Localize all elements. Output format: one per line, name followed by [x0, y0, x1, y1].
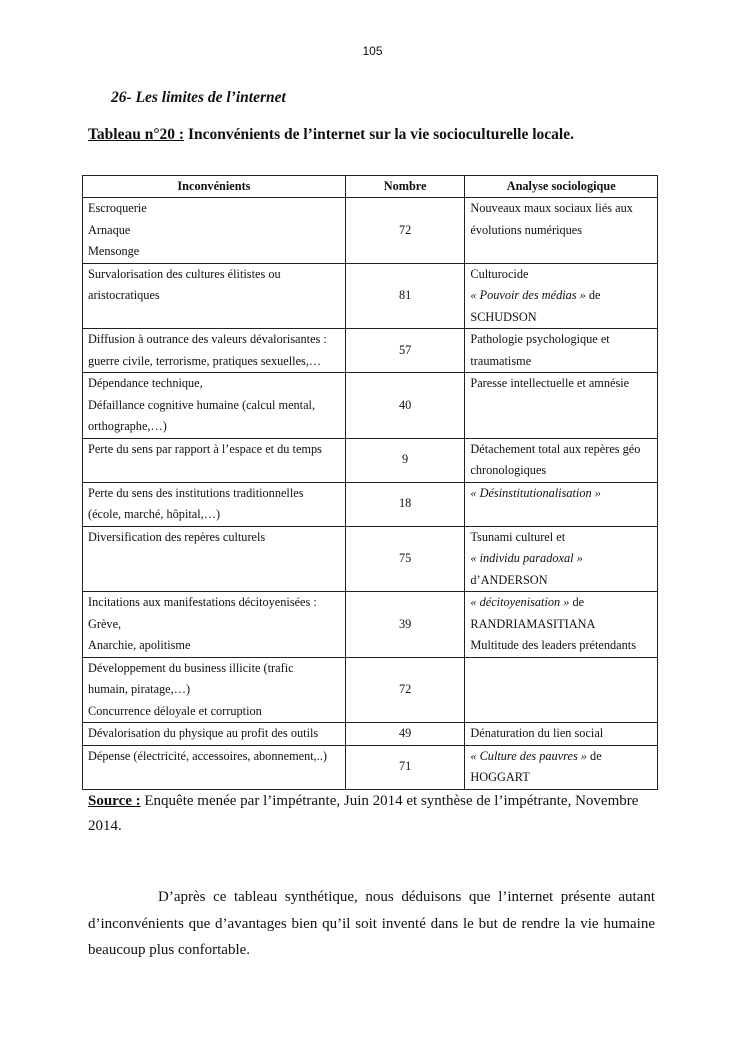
analyse-line [470, 548, 652, 570]
table-row [83, 438, 658, 482]
cell-nombre: 71 [345, 745, 465, 789]
cell-nombre: 72 [345, 657, 465, 723]
cell-inconvenients [83, 482, 346, 526]
analyse-line [470, 767, 652, 789]
analyse-line [470, 264, 652, 286]
cell-nombre: 81 [345, 263, 465, 329]
table-row [83, 723, 658, 746]
cell-inconvenients [83, 745, 346, 789]
cell-analyse [465, 198, 658, 264]
table-row [83, 263, 658, 329]
table-row [83, 373, 658, 439]
analyse-line [470, 373, 652, 395]
header-analyse: Analyse sociologique [465, 176, 658, 198]
cell-analyse [465, 657, 658, 723]
analyse-line [470, 285, 652, 307]
inconvenient-line: (école, marché, hôpital,…) [88, 507, 221, 521]
analyse-text: Culturocide [470, 266, 529, 281]
table-row [83, 482, 658, 526]
cell-nombre: 72 [345, 198, 465, 264]
source-note [88, 789, 658, 839]
analyse-text: Paresse intellectuelle et amnésie [470, 376, 630, 390]
inconvenient-line: Arnaque [88, 222, 131, 237]
table-row [83, 657, 658, 723]
cell-inconvenients [83, 263, 346, 329]
analyse-text: Multitude des leaders prétendants [470, 638, 636, 652]
inconvenient-line: Diversification des repères culturels [88, 529, 266, 544]
table-body [83, 198, 658, 790]
analyse-line [470, 483, 652, 505]
inconvenient-line: humain, piratage,…) [88, 682, 191, 696]
inconvenient-line: Défaillance cognitive humaine (calcul mental, [88, 397, 316, 412]
analyse-text: d’ANDERSON [470, 572, 548, 587]
analyse-line [470, 570, 652, 592]
cell-nombre: 40 [345, 373, 465, 439]
analyse-text: de [569, 595, 585, 609]
analyse-line [470, 592, 652, 614]
analyse-line [470, 746, 652, 768]
header-nombre: Nombre [345, 176, 465, 198]
inconvenient-line: Escroquerie [88, 201, 147, 215]
source-text: Enquête menée par l’impétrante, Juin 2014 et synthèse de l’impétrante, Novembre 2014. [88, 793, 639, 834]
table-caption [88, 126, 574, 144]
analyse-line [470, 351, 652, 373]
cell-analyse [465, 592, 658, 658]
inconvenient-line: Survalorisation des cultures élitistes ou [88, 266, 281, 281]
analyse-line [470, 329, 652, 351]
section-heading: 26- Les limites de l’internet [111, 89, 286, 106]
analyse-text: « Désinstitutionalisation » [470, 485, 601, 500]
inconvenient-line: Perte du sens des institutions traditionnelles [88, 485, 304, 500]
table-row [83, 198, 658, 264]
table-row [83, 745, 658, 789]
analyse-text: de [586, 748, 602, 763]
analyse-line [470, 439, 652, 461]
analyse-text: Tsunami culturel et [470, 529, 566, 544]
cell-nombre: 57 [345, 329, 465, 373]
cell-analyse [465, 329, 658, 373]
analyse-text: Nouveaux maux sociaux liés aux [470, 201, 633, 215]
analyse-text: Dénaturation du lien social [470, 726, 604, 740]
analyse-text: HOGGART [470, 770, 530, 784]
inconvenient-line: aristocratiques [88, 288, 160, 302]
analyse-line [470, 198, 652, 220]
cell-inconvenients [83, 373, 346, 439]
inconvenient-line: Dévalorisation du physique au profit des outils [88, 726, 319, 740]
cell-nombre: 75 [345, 526, 465, 592]
inconvenients-table [82, 175, 658, 790]
table-row [83, 329, 658, 373]
cell-nombre: 9 [345, 438, 465, 482]
cell-analyse [465, 745, 658, 789]
analyse-text: « décitoyenisation » [470, 595, 570, 609]
body-paragraph: D’après ce tableau synthétique, nous déduisons que l’internet présente autant d’inconvénients que d’avantages bien qu’il soit inventé dans le but de rendre la vie humaine beaucoup plus confortable. [88, 889, 655, 958]
inconvenient-line: Anarchie, apolitisme [88, 638, 191, 652]
analyse-text: Détachement total aux repères géo [470, 441, 641, 456]
header-inconvenients: Inconvénients [83, 176, 346, 198]
table-caption-lead: Tableau n°20 : [88, 126, 185, 143]
inconvenient-line: Incitations aux manifestations décitoyenisées : [88, 595, 317, 609]
analyse-text: « individu paradoxal » [470, 551, 583, 565]
analyse-text: SCHUDSON [470, 309, 537, 324]
table-header-row [83, 176, 658, 198]
analyse-line [470, 460, 652, 482]
cell-inconvenients [83, 592, 346, 658]
table-row [83, 592, 658, 658]
source-lead: Source : [88, 793, 141, 809]
inconvenient-line: Mensonge [88, 244, 140, 258]
cell-analyse [465, 723, 658, 746]
analyse-text: « Pouvoir des médias » [470, 288, 586, 302]
cell-inconvenients [83, 198, 346, 264]
cell-inconvenients [83, 438, 346, 482]
analyse-text: de [585, 288, 601, 302]
analyse-line [470, 614, 652, 636]
cell-inconvenients [83, 329, 346, 373]
analyse-text: RANDRIAMASITIANA [470, 616, 596, 631]
table-row [83, 526, 658, 592]
analyse-line [470, 307, 652, 329]
inconvenient-line: Développement du business illicite (trafic [88, 660, 294, 675]
table-caption-title: Inconvénients de l’internet sur la vie socioculturelle locale. [187, 126, 574, 143]
analyse-text: chronologiques [470, 463, 547, 477]
cell-nombre: 49 [345, 723, 465, 746]
cell-analyse [465, 373, 658, 439]
cell-nombre: 18 [345, 482, 465, 526]
inconvenient-line: Dépense (électricité, accessoires, abonnement,..) [88, 748, 327, 763]
analyse-line [470, 527, 652, 549]
cell-nombre: 39 [345, 592, 465, 658]
cell-analyse [465, 263, 658, 329]
analyse-text: évolutions numériques [470, 222, 583, 237]
inconvenient-line: Diffusion à outrance des valeurs dévalorisantes : [88, 332, 327, 346]
inconvenient-line: Grève, [88, 616, 122, 631]
page-number: 105 [362, 44, 383, 58]
analyse-text: « Culture des pauvres » [470, 748, 587, 763]
analyse-line [470, 635, 652, 657]
cell-inconvenients [83, 657, 346, 723]
inconvenient-line: orthographe,…) [88, 419, 167, 433]
inconvenient-line: Concurrence déloyale et corruption [88, 703, 262, 718]
inconvenient-line: Perte du sens par rapport à l’espace et du temps [88, 441, 322, 456]
analyse-text: Pathologie psychologique et [470, 332, 610, 346]
cell-analyse [465, 526, 658, 592]
cell-analyse [465, 438, 658, 482]
analyse-line [470, 723, 652, 745]
analyse-line [470, 220, 652, 242]
cell-inconvenients [83, 723, 346, 746]
cell-inconvenients [83, 526, 346, 592]
cell-analyse [465, 482, 658, 526]
analyse-text: traumatisme [470, 353, 532, 368]
inconvenient-line: guerre civile, terrorisme, pratiques sexuelles,… [88, 353, 322, 368]
inconvenient-line: Dépendance technique, [88, 376, 203, 390]
